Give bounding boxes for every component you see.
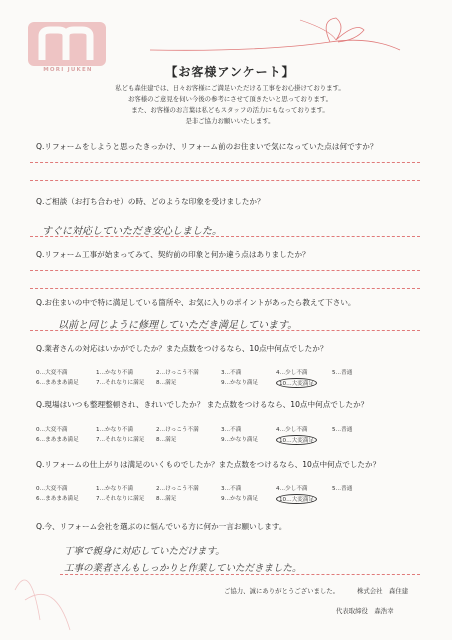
answer-8-line-1: 丁寧で親身に対応していただけます。 [64,546,225,557]
question-7: Q.リフォームの仕上がりは満足のいくものでしたか？また点数をつけるなら、10点中何点でしたか？ [36,460,381,469]
separator [60,574,420,576]
company-name: 株式会社 森住建 [357,587,409,595]
separator [30,236,420,238]
question-4: Q.お住まいの中で特に満足している箇所や、お気に入りのポイントがあったら教えて下さい。 [36,298,356,307]
question-2: Q.ご相談（お打ち合わせ）の時、どのような印象を受けましたか？ [36,197,265,206]
separator [30,270,420,272]
separator [30,288,420,290]
question-6: Q.現場はいつも整理整頓され、きれいでしたか？ また点数をつけるなら、10点中何点でしたか？ [36,400,369,409]
logo-subtitle: MORI JUKEN [43,67,93,73]
selected-score-mark: 10…大変満足 [276,435,317,445]
separator [30,162,420,164]
answer-4: 以前と同じように修理していただき満足しています。 [58,320,298,331]
question-8: Q.今、リフォーム会社を選ぶのに悩んでいる方に何か一言お願いします。 [36,522,287,531]
separator [30,330,420,332]
selected-score-mark: 10…大変満足 [276,378,317,388]
page-title: 【お客様アンケート】 [165,65,295,79]
intro-line: また、お客様のお言葉は私どもスタッフの活力にもなっております。 [131,106,329,114]
selected-score-mark: 10…大変満足 [276,494,317,504]
representative-name: 代表取締役 森浩幸 [336,607,394,615]
intro-line: 是非ご協力お願いいたします。 [185,117,275,125]
answer-2: すぐに対応していただき安心しました。 [42,226,222,237]
question-5: Q.業者さんの対応はいかがでしたか？また点数をつけるなら、10点中何点でしたか？ [36,344,328,353]
intro-line: お客様のご意見を伺い今後の参考にさせて頂きたいと思っております。 [128,95,332,103]
question-3: Q.リフォーム工事が始まってみて、契約前の印象と何か違う点はありましたか？ [36,250,310,259]
question-1: Q.リフォームをしようと思ったきっかけ、リフォーム前のお住まいで気になっていた点は何ですか？ [36,142,378,151]
separator [30,180,420,182]
answer-8-line-2: 工事の業者さんもしっかりと作業していただきました。 [64,563,302,574]
thanks-text: ご協力、誠にありがとうございました。 [224,587,340,595]
intro-line: 私ども森住建では、日々お客様にご満足いただける工事をお心掛けております。 [115,84,345,92]
